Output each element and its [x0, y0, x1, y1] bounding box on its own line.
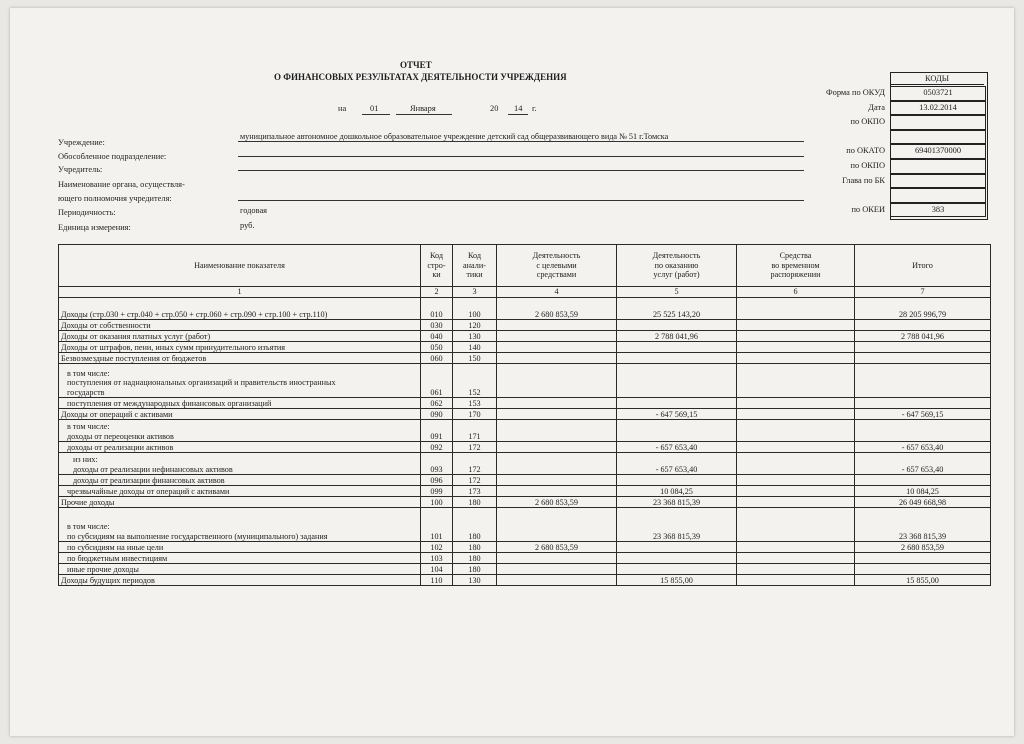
table-row — [59, 542, 991, 553]
codes-value-cell: 69401370000 — [890, 144, 986, 159]
row-line-code: 061 — [421, 364, 453, 398]
row-target-funds: 2 680 853,59 — [497, 298, 617, 320]
header-total: Итого — [855, 245, 991, 287]
row-temporary-funds — [737, 331, 855, 342]
row-analytics-code: 171 — [453, 420, 497, 442]
row-line-code: 091 — [421, 420, 453, 442]
row-target-funds — [497, 364, 617, 398]
founder-underline — [238, 170, 804, 171]
row-target-funds — [497, 442, 617, 453]
row-target-funds — [497, 575, 617, 586]
row-total — [855, 353, 991, 364]
row-services: 15 855,00 — [617, 575, 737, 586]
authority-underline — [238, 200, 804, 201]
col-num-5: 5 — [617, 287, 737, 298]
row-name: по субсидиям на иные цели — [59, 542, 421, 553]
row-total — [855, 475, 991, 486]
col-num-4: 4 — [497, 287, 617, 298]
row-name: Безвозмездные поступления от бюджетов — [59, 353, 421, 364]
codes-value-cell — [890, 130, 986, 145]
institution-underline — [238, 141, 804, 142]
row-services — [617, 364, 737, 398]
table-row — [59, 486, 991, 497]
row-analytics-code: 172 — [453, 453, 497, 475]
row-services — [617, 320, 737, 331]
row-total: 15 855,00 — [855, 575, 991, 586]
row-line-code: 099 — [421, 486, 453, 497]
row-services — [617, 542, 737, 553]
unit-value: руб. — [240, 221, 255, 230]
row-total: 10 084,25 — [855, 486, 991, 497]
row-analytics-code: 120 — [453, 320, 497, 331]
row-services: 25 525 143,20 — [617, 298, 737, 320]
row-name: в том числе: по субсидиям на выполнение государственного (муниципального) задания — [59, 508, 421, 542]
table-row — [59, 331, 991, 342]
row-line-code: 090 — [421, 409, 453, 420]
row-total — [855, 564, 991, 575]
table-row — [59, 442, 991, 453]
row-name: Доходы будущих периодов — [59, 575, 421, 586]
row-target-funds — [497, 398, 617, 409]
table-row — [59, 353, 991, 364]
codes-value-cell — [890, 159, 986, 174]
row-target-funds — [497, 553, 617, 564]
row-target-funds — [497, 475, 617, 486]
row-line-code: 062 — [421, 398, 453, 409]
row-temporary-funds — [737, 298, 855, 320]
row-line-code: 104 — [421, 564, 453, 575]
row-line-code: 093 — [421, 453, 453, 475]
table-row — [59, 342, 991, 353]
codes-value-cell — [890, 115, 986, 130]
col-num-1: 1 — [59, 287, 421, 298]
row-name: иные прочие доходы — [59, 564, 421, 575]
authority-label-line1: Наименование органа, осуществля- — [58, 180, 185, 189]
row-analytics-code: 140 — [453, 342, 497, 353]
row-temporary-funds — [737, 442, 855, 453]
row-name: чрезвычайные доходы от операций с активами — [59, 486, 421, 497]
report-title: ОТЧЕТ — [400, 60, 432, 70]
row-total — [855, 342, 991, 353]
row-line-code: 040 — [421, 331, 453, 342]
header-line-code: Код стро- ки — [421, 245, 453, 287]
row-analytics-code: 130 — [453, 331, 497, 342]
institution-value: муниципальное автономное дошкольное образовательное учреждение детский сад общеразвивающего вида № 51 г.Томска — [240, 132, 669, 141]
row-analytics-code: 173 — [453, 486, 497, 497]
codes-value-cell — [890, 174, 986, 189]
codes-label: по ОКАТО — [846, 146, 885, 156]
date-month: Января — [410, 104, 436, 113]
row-services — [617, 342, 737, 353]
authority-label-line2: ющего полномочия учредителя: — [58, 194, 172, 203]
row-analytics-code: 180 — [453, 564, 497, 575]
header-target-funds: Деятельность с целевыми средствами — [497, 245, 617, 287]
row-analytics-code: 180 — [453, 553, 497, 564]
codes-label: по ОКПО — [850, 161, 885, 170]
periodicity-label: Периодичность: — [58, 208, 116, 217]
row-name: Доходы от операций с активами — [59, 409, 421, 420]
row-total — [855, 398, 991, 409]
date-month-underline — [396, 114, 452, 115]
row-name: из них: доходы от реализации нефинансовых активов — [59, 453, 421, 475]
row-temporary-funds — [737, 475, 855, 486]
codes-header: КОДЫ — [890, 73, 984, 85]
row-name: в том числе: доходы от переоценки активов — [59, 420, 421, 442]
row-line-code: 010 — [421, 298, 453, 320]
row-name: Прочие доходы — [59, 497, 421, 508]
col-num-2: 2 — [421, 287, 453, 298]
row-name: поступления от международных финансовых организаций — [59, 398, 421, 409]
table-row — [59, 508, 991, 542]
row-analytics-code: 152 — [453, 364, 497, 398]
row-temporary-funds — [737, 364, 855, 398]
col-num-3: 3 — [453, 287, 497, 298]
table-row — [59, 475, 991, 486]
row-line-code: 101 — [421, 508, 453, 542]
col-num-6: 6 — [737, 287, 855, 298]
row-total: 28 205 996,79 — [855, 298, 991, 320]
row-total: 26 049 668,98 — [855, 497, 991, 508]
table-header-row — [59, 245, 991, 287]
subdivision-underline — [238, 156, 804, 157]
row-line-code: 100 — [421, 497, 453, 508]
row-temporary-funds — [737, 398, 855, 409]
row-target-funds — [497, 342, 617, 353]
row-total: - 657 653,40 — [855, 442, 991, 453]
row-target-funds — [497, 508, 617, 542]
row-services: - 647 569,15 — [617, 409, 737, 420]
row-target-funds — [497, 353, 617, 364]
row-temporary-funds — [737, 353, 855, 364]
row-analytics-code: 180 — [453, 497, 497, 508]
row-analytics-code: 180 — [453, 542, 497, 553]
row-analytics-code: 150 — [453, 353, 497, 364]
row-total: 2 680 853,59 — [855, 542, 991, 553]
codes-label: Дата — [868, 102, 885, 112]
row-analytics-code: 180 — [453, 508, 497, 542]
date-day: 01 — [370, 104, 379, 113]
row-target-funds — [497, 331, 617, 342]
row-name: Доходы (стр.030 + стр.040 + стр.050 + стр.060 + стр.090 + стр.100 + стр.110) — [59, 298, 421, 320]
row-total: - 657 653,40 — [855, 453, 991, 475]
report-subtitle: О ФИНАНСОВЫХ РЕЗУЛЬТАТАХ ДЕЯТЕЛЬНОСТИ УЧРЕЖДЕНИЯ — [274, 72, 567, 82]
row-services: 2 788 041,96 — [617, 331, 737, 342]
header-indicator-name: Наименование показателя — [59, 245, 421, 287]
codes-label: Форма по ОКУД — [826, 88, 885, 97]
row-services: - 657 653,40 — [617, 453, 737, 475]
date-year: 14 — [514, 104, 523, 113]
header-services: Деятельность по оказанию услуг (работ) — [617, 245, 737, 287]
header-temporary-funds: Средства во временном распоряжении — [737, 245, 855, 287]
row-services — [617, 564, 737, 575]
row-services: 10 084,25 — [617, 486, 737, 497]
table-row — [59, 398, 991, 409]
col-num-7: 7 — [855, 287, 991, 298]
row-total — [855, 364, 991, 398]
row-total: - 647 569,15 — [855, 409, 991, 420]
row-line-code: 060 — [421, 353, 453, 364]
codes-label: по ОКПО — [850, 117, 885, 127]
codes-label: по ОКЕИ — [851, 204, 885, 214]
row-analytics-code: 153 — [453, 398, 497, 409]
row-temporary-funds — [737, 342, 855, 353]
financial-results-table — [58, 244, 991, 586]
date-suffix: г. — [532, 104, 537, 113]
row-name: Доходы от штрафов, пени, иных сумм принудительного изъятия — [59, 342, 421, 353]
row-temporary-funds — [737, 320, 855, 331]
row-temporary-funds — [737, 575, 855, 586]
row-analytics-code: 130 — [453, 575, 497, 586]
column-number-row — [59, 287, 991, 298]
row-target-funds: 2 680 853,59 — [497, 542, 617, 553]
row-temporary-funds — [737, 553, 855, 564]
row-target-funds — [497, 420, 617, 442]
row-target-funds — [497, 453, 617, 475]
row-line-code: 096 — [421, 475, 453, 486]
institution-label: Учреждение: — [58, 138, 105, 147]
row-temporary-funds — [737, 564, 855, 575]
codes-value-cell — [890, 188, 986, 203]
date-year-underline — [508, 114, 528, 115]
row-target-funds — [497, 320, 617, 331]
row-temporary-funds — [737, 409, 855, 420]
row-target-funds — [497, 486, 617, 497]
table-row — [59, 564, 991, 575]
subdivision-label: Обособленное подразделение: — [58, 152, 167, 161]
row-temporary-funds — [737, 420, 855, 442]
row-target-funds — [497, 409, 617, 420]
table-row — [59, 553, 991, 564]
row-line-code: 103 — [421, 553, 453, 564]
row-name: по бюджетным инвестициям — [59, 553, 421, 564]
row-temporary-funds — [737, 508, 855, 542]
row-line-code: 110 — [421, 575, 453, 586]
row-name: доходы от реализации активов — [59, 442, 421, 453]
codes-label: Глава по БК — [842, 175, 885, 185]
periodicity-value: годовая — [240, 206, 268, 215]
table-row — [59, 575, 991, 586]
row-name: в том числе: поступления от наднациональных организаций и правительств иностранных государств — [59, 364, 421, 398]
codes-value-cell: 383 — [890, 203, 986, 218]
row-line-code: 092 — [421, 442, 453, 453]
row-analytics-code: 172 — [453, 475, 497, 486]
row-services — [617, 420, 737, 442]
row-services — [617, 553, 737, 564]
row-line-code: 050 — [421, 342, 453, 353]
row-line-code: 030 — [421, 320, 453, 331]
row-line-code: 102 — [421, 542, 453, 553]
unit-label: Единица измерения: — [58, 223, 131, 232]
row-total: 2 788 041,96 — [855, 331, 991, 342]
row-analytics-code: 172 — [453, 442, 497, 453]
row-services — [617, 398, 737, 409]
row-target-funds: 2 680 853,59 — [497, 497, 617, 508]
row-temporary-funds — [737, 542, 855, 553]
table-row — [59, 497, 991, 508]
founder-label: Учредитель: — [58, 165, 103, 174]
row-total: 23 368 815,39 — [855, 508, 991, 542]
header-analytics-code: Код анали- тики — [453, 245, 497, 287]
row-name: доходы от реализации финансовых активов — [59, 475, 421, 486]
row-total — [855, 320, 991, 331]
row-name: Доходы от оказания платных услуг (работ) — [59, 331, 421, 342]
codes-block — [826, 72, 988, 220]
date-prefix: на — [338, 104, 347, 113]
report-sheet — [10, 8, 1014, 736]
row-services: 23 368 815,39 — [617, 497, 737, 508]
date-year-prefix: 20 — [490, 104, 499, 113]
table-row — [59, 420, 991, 442]
row-services — [617, 353, 737, 364]
row-total — [855, 420, 991, 442]
table-row — [59, 298, 991, 320]
row-services: - 657 653,40 — [617, 442, 737, 453]
row-temporary-funds — [737, 453, 855, 475]
row-target-funds — [497, 564, 617, 575]
row-services: 23 368 815,39 — [617, 508, 737, 542]
codes-value-cell: 0503721 — [890, 86, 986, 101]
row-temporary-funds — [737, 486, 855, 497]
table-row — [59, 320, 991, 331]
row-temporary-funds — [737, 497, 855, 508]
date-day-underline — [362, 114, 390, 115]
codes-value-cell: 13.02.2014 — [890, 101, 986, 116]
table-row — [59, 409, 991, 420]
table-row — [59, 453, 991, 475]
row-services — [617, 475, 737, 486]
row-total — [855, 553, 991, 564]
table-row — [59, 364, 991, 398]
row-analytics-code: 170 — [453, 409, 497, 420]
row-name: Доходы от собственности — [59, 320, 421, 331]
row-analytics-code: 100 — [453, 298, 497, 320]
